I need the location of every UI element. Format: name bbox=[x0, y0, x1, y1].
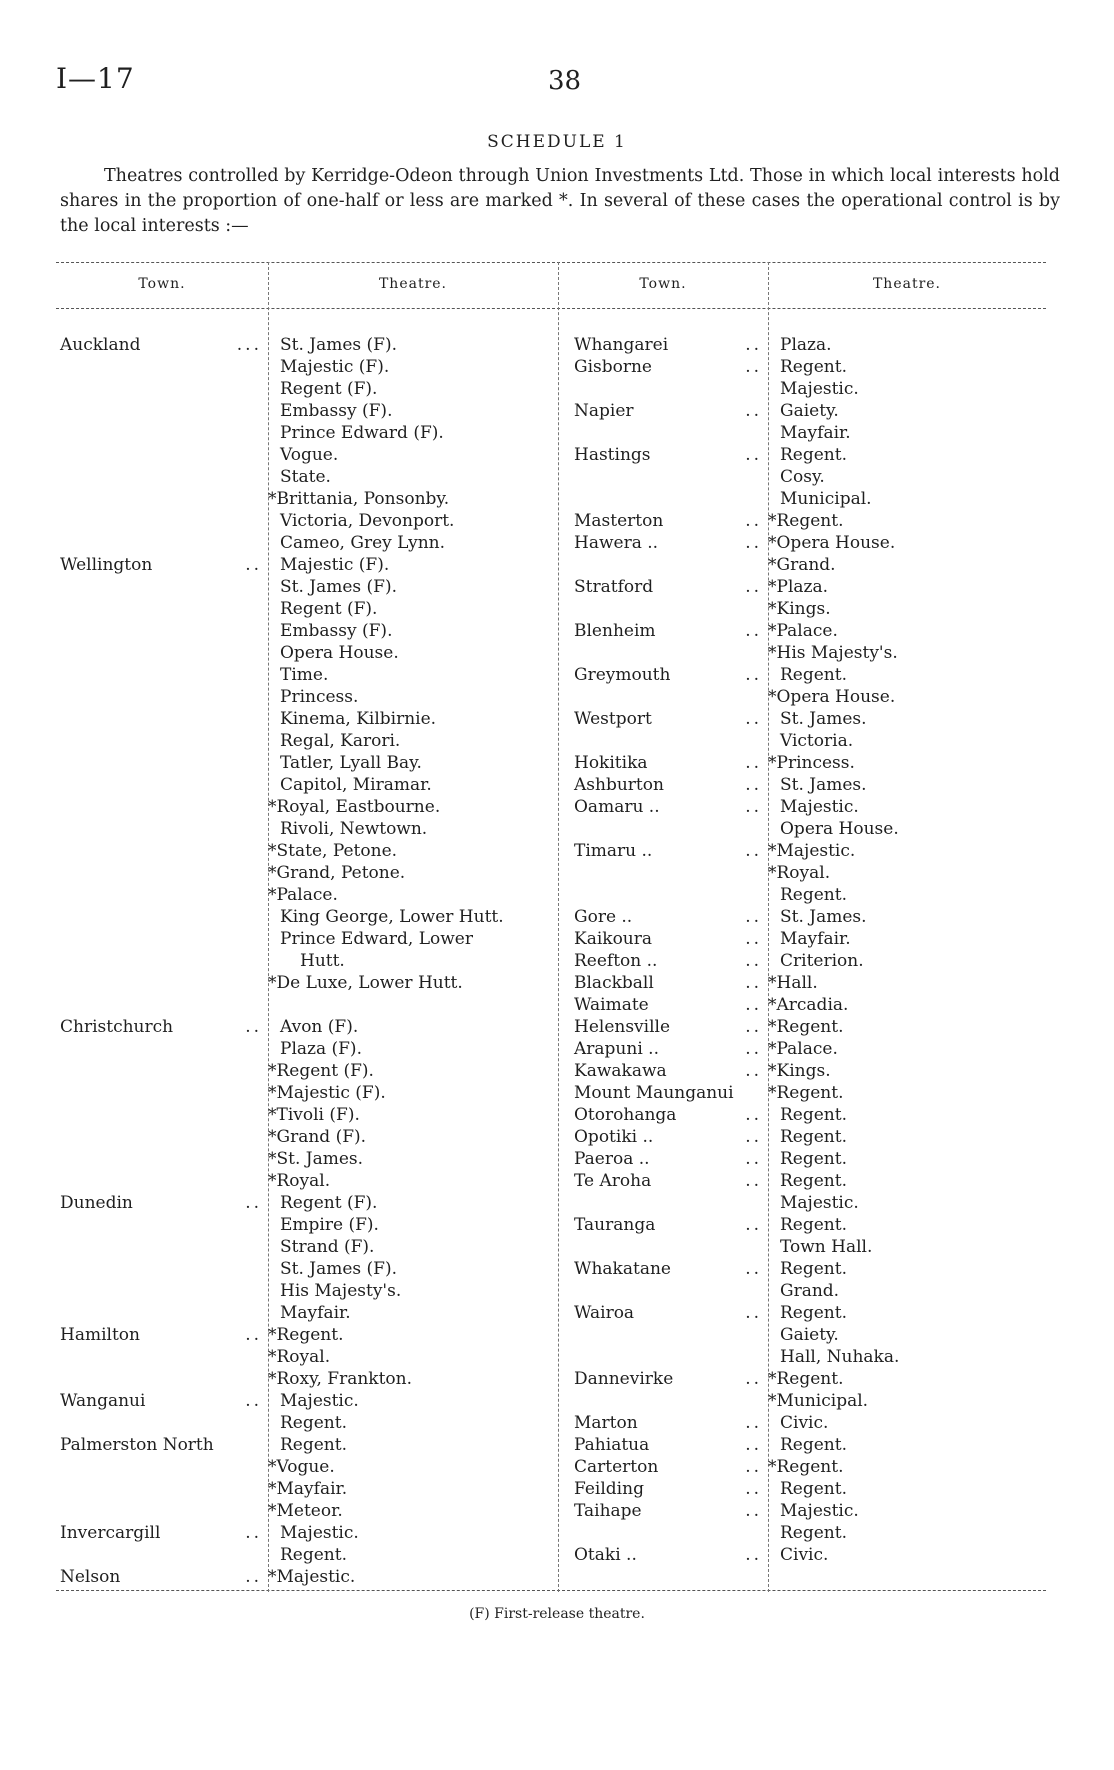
town-name: Otaki .. bbox=[574, 1545, 637, 1565]
theatre-name: Gaiety. bbox=[780, 1325, 839, 1345]
theatre-name: *Regent. bbox=[268, 1325, 344, 1345]
leader-dots: .. bbox=[745, 621, 762, 641]
town-name: Kawakawa bbox=[574, 1061, 667, 1081]
page-header-left: I—17 bbox=[56, 62, 135, 95]
theatre-name: Regent. bbox=[780, 1171, 847, 1191]
theatre-name: Victoria, Devonport. bbox=[280, 511, 455, 531]
theatre-name: *Regent. bbox=[768, 1017, 844, 1037]
town-name: Marton bbox=[574, 1413, 638, 1433]
theatre-name: *Majestic (F). bbox=[268, 1083, 386, 1103]
leader-dots: .. bbox=[245, 1017, 262, 1037]
column-header-theatre: Theatre. bbox=[378, 276, 448, 292]
theatre-name: Regent (F). bbox=[280, 599, 378, 619]
footnote: (F) First-release theatre. bbox=[469, 1606, 645, 1622]
theatre-name: Hutt. bbox=[300, 951, 345, 971]
theatre-name: *Royal, Eastbourne. bbox=[268, 797, 441, 817]
theatre-name: Mayfair. bbox=[780, 929, 851, 949]
theatre-name: Regent. bbox=[280, 1435, 347, 1455]
leader-dots: .. bbox=[745, 401, 762, 421]
theatre-name: Regent. bbox=[280, 1545, 347, 1565]
leader-dots: .. bbox=[745, 1105, 762, 1125]
theatre-name: St. James. bbox=[780, 907, 867, 927]
theatre-name: Tatler, Lyall Bay. bbox=[280, 753, 422, 773]
theatre-name: Regent. bbox=[280, 1413, 347, 1433]
theatre-name: Regent. bbox=[780, 357, 847, 377]
theatre-name: *Palace. bbox=[268, 885, 338, 905]
theatre-name: Majestic. bbox=[780, 1501, 859, 1521]
theatre-name: Regent. bbox=[780, 1215, 847, 1235]
theatre-name: *Grand, Petone. bbox=[268, 863, 406, 883]
theatre-name: St. James (F). bbox=[280, 577, 398, 597]
leader-dots: .. bbox=[745, 907, 762, 927]
town-name: Taihape bbox=[574, 1501, 642, 1521]
town-name: Hokitika bbox=[574, 753, 648, 773]
theatre-name: Prince Edward, Lower bbox=[280, 929, 473, 949]
theatre-name: *Majestic. bbox=[768, 841, 856, 861]
theatre-name: *Opera House. bbox=[768, 533, 896, 553]
theatre-name: *Plaza. bbox=[768, 577, 829, 597]
theatre-name: Gaiety. bbox=[780, 401, 839, 421]
leader-dots: .. bbox=[745, 1435, 762, 1455]
town-name: Napier bbox=[574, 401, 634, 421]
theatre-name: Regent. bbox=[780, 885, 847, 905]
leader-dots: .. bbox=[745, 445, 762, 465]
column-header-theatre: Theatre. bbox=[872, 276, 942, 292]
town-name: Hawera .. bbox=[574, 533, 659, 553]
theatre-name: Kinema, Kilbirnie. bbox=[280, 709, 437, 729]
theatre-name: Hall, Nuhaka. bbox=[780, 1347, 900, 1367]
town-name: Whakatane bbox=[574, 1259, 671, 1279]
leader-dots: .. bbox=[745, 1149, 762, 1169]
theatre-name: *Majestic. bbox=[268, 1567, 356, 1587]
town-name: Helensville bbox=[574, 1017, 671, 1037]
town-name: Feilding bbox=[574, 1479, 644, 1499]
town-name: Masterton bbox=[574, 511, 664, 531]
theatre-name: His Majesty's. bbox=[280, 1281, 402, 1301]
theatre-name: Regent. bbox=[780, 1105, 847, 1125]
leader-dots: .. bbox=[745, 929, 762, 949]
column-divider bbox=[268, 262, 269, 1592]
leader-dots: .. bbox=[745, 841, 762, 861]
theatre-name: *Meteor. bbox=[268, 1501, 343, 1521]
theatre-name: Opera House. bbox=[280, 643, 399, 663]
theatre-name: Cameo, Grey Lynn. bbox=[280, 533, 446, 553]
theatre-name: Vogue. bbox=[280, 445, 339, 465]
town-name: Gore .. bbox=[574, 907, 633, 927]
leader-dots: .. bbox=[745, 995, 762, 1015]
theatre-name: Civic. bbox=[780, 1545, 829, 1565]
town-name: Westport bbox=[574, 709, 652, 729]
theatre-name: St. James. bbox=[780, 709, 867, 729]
leader-dots: .. bbox=[745, 973, 762, 993]
theatre-name: Empire (F). bbox=[280, 1215, 379, 1235]
leader-dots: .. bbox=[745, 1127, 762, 1147]
theatre-name: Strand (F). bbox=[280, 1237, 375, 1257]
town-name: Greymouth bbox=[574, 665, 671, 685]
town-name: Pahiatua bbox=[574, 1435, 650, 1455]
leader-dots: .. bbox=[745, 577, 762, 597]
theatre-name: *Mayfair. bbox=[268, 1479, 348, 1499]
theatre-name: *Princess. bbox=[768, 753, 855, 773]
town-name: Auckland bbox=[60, 335, 141, 355]
leader-dots: .. bbox=[245, 1325, 262, 1345]
leader-dots: .. bbox=[745, 1171, 762, 1191]
theatre-name: King George, Lower Hutt. bbox=[280, 907, 504, 927]
theatre-name: *Grand. bbox=[768, 555, 836, 575]
town-name: Blenheim bbox=[574, 621, 656, 641]
town-name: Oamaru .. bbox=[574, 797, 660, 817]
town-name: Christchurch bbox=[60, 1017, 174, 1037]
leader-dots: .. bbox=[745, 951, 762, 971]
theatre-name: Regent. bbox=[780, 1523, 847, 1543]
town-name: Nelson bbox=[60, 1567, 121, 1587]
theatre-name: Majestic (F). bbox=[280, 357, 390, 377]
theatre-name: *Royal. bbox=[268, 1347, 331, 1367]
town-name: Timaru .. bbox=[574, 841, 653, 861]
leader-dots: .. bbox=[745, 1215, 762, 1235]
theatre-name: *Vogue. bbox=[268, 1457, 335, 1477]
theatre-name: *Opera House. bbox=[768, 687, 896, 707]
town-name: Opotiki .. bbox=[574, 1127, 654, 1147]
column-header-town: Town. bbox=[639, 276, 687, 292]
theatre-name: Criterion. bbox=[780, 951, 864, 971]
town-name: Paeroa .. bbox=[574, 1149, 650, 1169]
theatre-name: Majestic. bbox=[280, 1391, 359, 1411]
town-name: Stratford bbox=[574, 577, 654, 597]
theatre-name: Regent. bbox=[780, 1259, 847, 1279]
theatre-name: Time. bbox=[280, 665, 329, 685]
leader-dots: .. bbox=[745, 1501, 762, 1521]
leader-dots: .. bbox=[745, 665, 762, 685]
leader-dots: .. bbox=[745, 753, 762, 773]
theatre-name: Regent. bbox=[780, 1435, 847, 1455]
town-name: Arapuni .. bbox=[574, 1039, 659, 1059]
theatre-name: Avon (F). bbox=[280, 1017, 359, 1037]
leader-dots: .. bbox=[745, 1039, 762, 1059]
leader-dots: .. bbox=[745, 1061, 762, 1081]
town-name: Hastings bbox=[574, 445, 651, 465]
theatre-name: Plaza (F). bbox=[280, 1039, 362, 1059]
theatre-name: Municipal. bbox=[780, 489, 872, 509]
town-name: Wairoa bbox=[574, 1303, 635, 1323]
town-name: Whangarei bbox=[574, 335, 669, 355]
theatre-name: Cosy. bbox=[780, 467, 825, 487]
theatre-name: Embassy (F). bbox=[280, 621, 393, 641]
theatre-name: *Roxy, Frankton. bbox=[268, 1369, 413, 1389]
theatre-name: Civic. bbox=[780, 1413, 829, 1433]
theatre-name: Embassy (F). bbox=[280, 401, 393, 421]
leader-dots: .. bbox=[745, 1017, 762, 1037]
leader-dots: .. bbox=[745, 775, 762, 795]
town-name: Gisborne bbox=[574, 357, 652, 377]
theatre-name: *Regent (F). bbox=[268, 1061, 374, 1081]
town-name: Invercargill bbox=[60, 1523, 161, 1543]
theatre-name: Regent. bbox=[780, 1303, 847, 1323]
theatre-name: *Palace. bbox=[768, 621, 838, 641]
town-name: Ashburton bbox=[574, 775, 664, 795]
leader-dots: .. bbox=[745, 533, 762, 553]
leader-dots: .. bbox=[745, 1303, 762, 1323]
theatre-name: Prince Edward (F). bbox=[280, 423, 444, 443]
theatre-name: Regent. bbox=[780, 1149, 847, 1169]
theatre-name: *Municipal. bbox=[768, 1391, 869, 1411]
town-name: Te Aroha bbox=[574, 1171, 652, 1191]
theatre-name: Regent. bbox=[780, 445, 847, 465]
theatre-name: *Tivoli (F). bbox=[268, 1105, 360, 1125]
page-number: 38 bbox=[548, 66, 582, 96]
theatre-name: St. James (F). bbox=[280, 1259, 398, 1279]
theatre-name: Plaza. bbox=[780, 335, 832, 355]
theatre-name: Regal, Karori. bbox=[280, 731, 401, 751]
theatre-name: Rivoli, Newtown. bbox=[280, 819, 428, 839]
theatre-name: *State, Petone. bbox=[268, 841, 398, 861]
theatre-name: Opera House. bbox=[780, 819, 899, 839]
town-name: Carterton bbox=[574, 1457, 659, 1477]
leader-dots: .. bbox=[745, 1413, 762, 1433]
theatre-name: St. James (F). bbox=[280, 335, 398, 355]
leader-dots: ... bbox=[236, 335, 262, 355]
town-name: Blackball bbox=[574, 973, 654, 993]
theatre-name: Regent. bbox=[780, 665, 847, 685]
theatre-name: *Palace. bbox=[768, 1039, 838, 1059]
theatre-name: *Regent. bbox=[768, 1083, 844, 1103]
town-name: Tauranga bbox=[574, 1215, 656, 1235]
table-header-rule bbox=[56, 308, 1046, 309]
schedule-title: SCHEDULE 1 bbox=[487, 132, 627, 152]
theatre-name: Grand. bbox=[780, 1281, 840, 1301]
town-name: Hamilton bbox=[60, 1325, 140, 1345]
theatre-name: Regent (F). bbox=[280, 379, 378, 399]
theatre-name: *Grand (F). bbox=[268, 1127, 367, 1147]
table-bottom-rule bbox=[56, 1590, 1046, 1591]
theatre-name: Town Hall. bbox=[780, 1237, 873, 1257]
theatre-name: Capitol, Miramar. bbox=[280, 775, 432, 795]
leader-dots: .. bbox=[745, 357, 762, 377]
theatre-name: *Regent. bbox=[768, 1457, 844, 1477]
town-name: Wanganui bbox=[60, 1391, 146, 1411]
leader-dots: .. bbox=[745, 335, 762, 355]
theatre-name: *Hall. bbox=[768, 973, 818, 993]
theatre-name: *His Majesty's. bbox=[768, 643, 898, 663]
theatre-name: *Arcadia. bbox=[768, 995, 849, 1015]
theatre-name: Regent (F). bbox=[280, 1193, 378, 1213]
leader-dots: .. bbox=[745, 511, 762, 531]
theatre-name: *De Luxe, Lower Hutt. bbox=[268, 973, 463, 993]
theatre-name: Majestic (F). bbox=[280, 555, 390, 575]
leader-dots: .. bbox=[245, 555, 262, 575]
leader-dots: .. bbox=[245, 1523, 262, 1543]
leader-dots: .. bbox=[245, 1567, 262, 1587]
theatre-name: Regent. bbox=[780, 1479, 847, 1499]
theatre-name: Princess. bbox=[280, 687, 359, 707]
town-name: Waimate bbox=[574, 995, 649, 1015]
theatre-name: *Royal. bbox=[768, 863, 831, 883]
theatre-name: *Regent. bbox=[768, 511, 844, 531]
table-top-rule bbox=[56, 262, 1046, 263]
theatre-name: Majestic. bbox=[280, 1523, 359, 1543]
town-name: Dannevirke bbox=[574, 1369, 674, 1389]
theatre-name: State. bbox=[280, 467, 331, 487]
intro-paragraph: Theatres controlled by Kerridge-Odeon through Union Investments Ltd. Those in which local interests hold shares in the proportion of one-half or less are marked *. In several of these cases the operational control is by the local interests :— bbox=[60, 166, 1060, 236]
theatre-name: *Brittania, Ponsonby. bbox=[268, 489, 450, 509]
leader-dots: .. bbox=[745, 1457, 762, 1477]
theatre-name: Victoria. bbox=[780, 731, 854, 751]
town-name: Dunedin bbox=[60, 1193, 133, 1213]
leader-dots: .. bbox=[245, 1193, 262, 1213]
town-name: Otorohanga bbox=[574, 1105, 677, 1125]
column-header-town: Town. bbox=[138, 276, 186, 292]
leader-dots: .. bbox=[745, 1545, 762, 1565]
theatre-name: Majestic. bbox=[780, 379, 859, 399]
theatre-name: *Royal. bbox=[268, 1171, 331, 1191]
leader-dots: .. bbox=[745, 1479, 762, 1499]
theatre-name: *St. James. bbox=[268, 1149, 364, 1169]
leader-dots: .. bbox=[745, 1369, 762, 1389]
theatre-name: Majestic. bbox=[780, 797, 859, 817]
leader-dots: .. bbox=[745, 1259, 762, 1279]
town-name: Kaikoura bbox=[574, 929, 653, 949]
town-name: Mount Maunganui bbox=[574, 1083, 734, 1103]
town-name: Palmerston North bbox=[60, 1435, 214, 1455]
leader-dots: .. bbox=[245, 1391, 262, 1411]
town-name: Reefton .. bbox=[574, 951, 658, 971]
theatre-name: *Kings. bbox=[768, 1061, 831, 1081]
theatre-name: Mayfair. bbox=[780, 423, 851, 443]
theatre-name: *Kings. bbox=[768, 599, 831, 619]
theatre-name: Majestic. bbox=[780, 1193, 859, 1213]
town-name: Wellington bbox=[60, 555, 153, 575]
theatre-name: *Regent. bbox=[768, 1369, 844, 1389]
theatre-name: Mayfair. bbox=[280, 1303, 351, 1323]
leader-dots: .. bbox=[745, 709, 762, 729]
theatre-name: Regent. bbox=[780, 1127, 847, 1147]
theatre-name: St. James. bbox=[780, 775, 867, 795]
leader-dots: .. bbox=[745, 797, 762, 817]
column-divider bbox=[558, 262, 559, 1592]
